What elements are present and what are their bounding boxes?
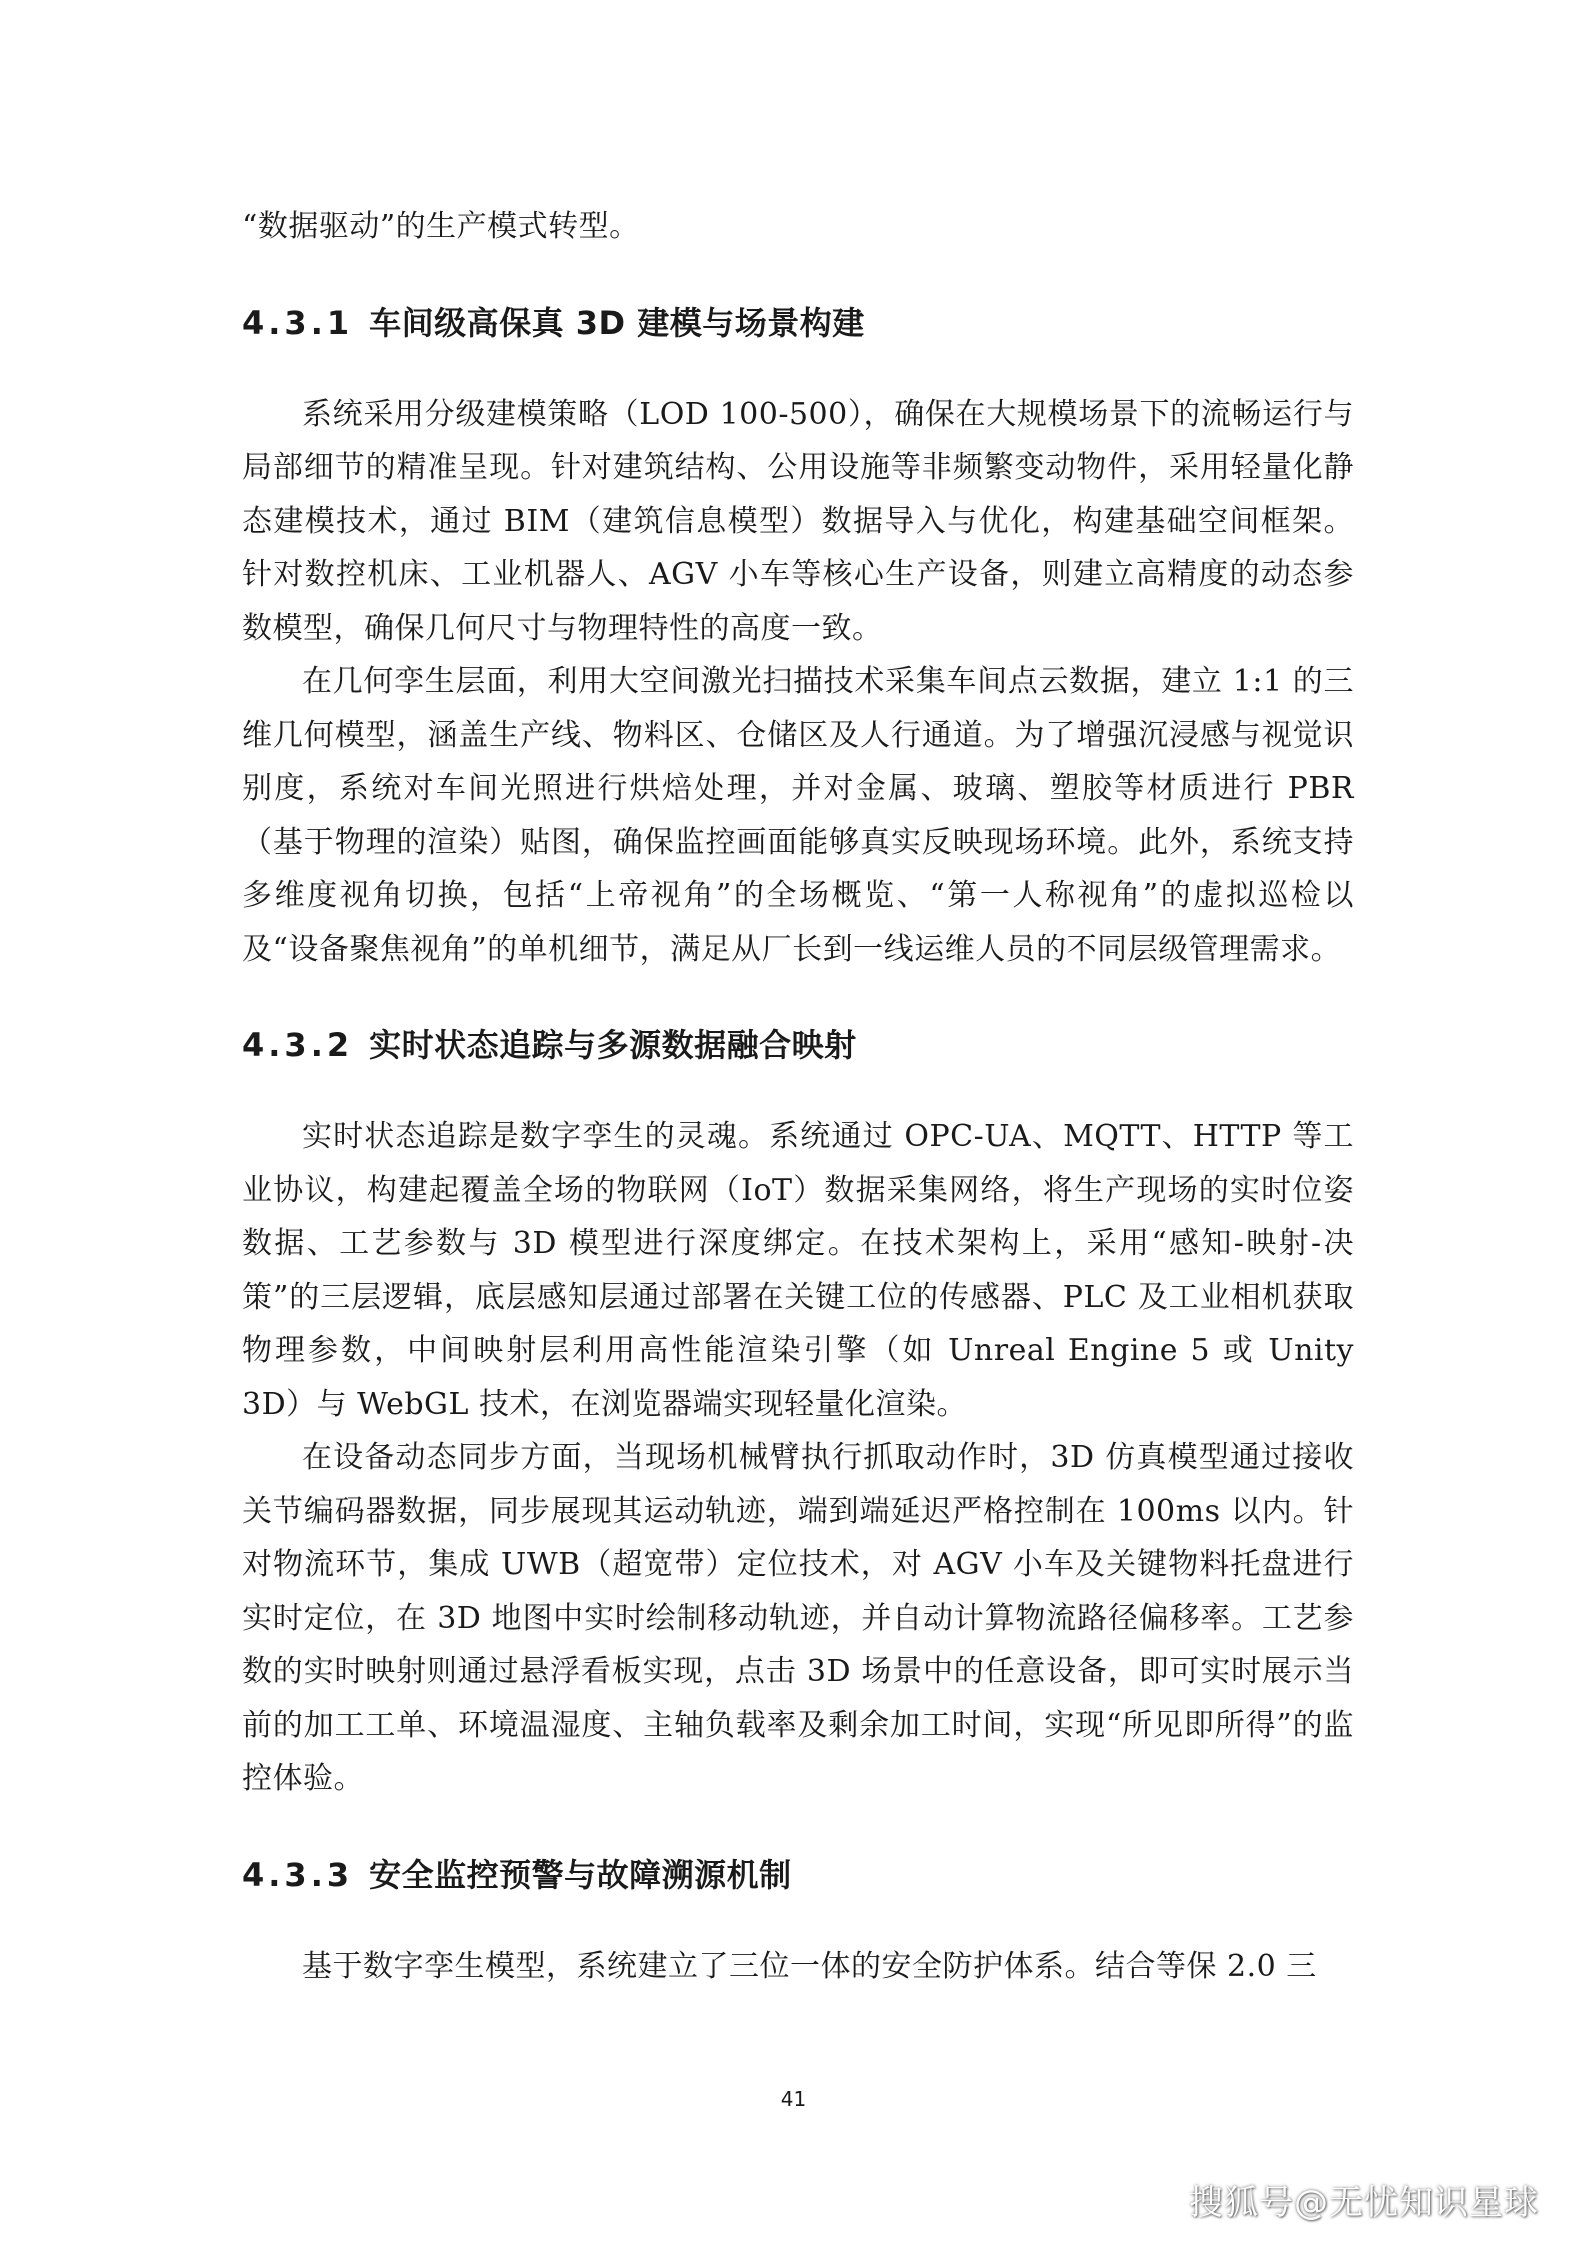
body-paragraph: 系统采用分级建模策略（LOD 100-500），确保在大规模场景下的流畅运行与局部细节的精准呈现。针对建筑结构、公用设施等非频繁变动物件，采用轻量化静态建模技术，通过 BIM（建筑信息模型）数据导入与优化，构建基础空间框架。针对数控机床、工业机器人、AGV 小车等核心生产设备，则建立高精度的动态参数模型，确保几何尺寸与物理特性的高度一致。 [242, 396, 1354, 646]
section-heading-4-3-1 [242, 298, 1354, 348]
section-title: 安全监控预警与故障溯源机制 [369, 1855, 792, 1894]
page-number: 41 [780, 2087, 807, 2111]
body-paragraph: 在设备动态同步方面，当现场机械臂执行抓取动作时，3D 仿真模型通过接收关节编码器数据，同步展现其运动轨迹，端到端延迟严格控制在 100ms 以内。针对物流环节，集成 UWB（超宽带）定位技术，对 AGV 小车及关键物料托盘进行实时定位，在 3D 地图中实时绘制移动轨迹，并自动计算物流路径偏移率。工艺参数的实时映射则通过悬浮看板实现，点击 3D 场景中的任意设备，即可实时展示当前的加工工单、环境温湿度、主轴负载率及剩余加工时间，实现“所见即所得”的监控体验。 [242, 1440, 1354, 1796]
section-number: 4.3.2 [242, 1026, 354, 1064]
watermark: 搜狐号@无忧知识星球 [1189, 2183, 1539, 2223]
page-content [242, 200, 1354, 1993]
body-paragraph: 在几何孪生层面，利用大空间激光扫描技术采集车间点云数据，建立 1:1 的三维几何模型，涵盖生产线、物料区、仓储区及人行通道。为了增强沉浸感与视觉识别度，系统对车间光照进行烘焙处理，并对金属、玻璃、塑胶等材质进行 PBR（基于物理的渲染）贴图，确保监控画面能够真实反映现场环境。此外，系统支持多维度视角切换，包括“上帝视角”的全场概览、“第一人称视角”的虚拟巡检以及“设备聚焦视角”的单机细节，满足从厂长到一线运维人员的不同层级管理需求。 [242, 664, 1354, 967]
section-number: 4.3.3 [242, 1855, 354, 1894]
section-heading-4-3-2 [242, 1020, 1354, 1070]
section-title: 实时状态追踪与多源数据融合映射 [369, 1026, 857, 1064]
continuation-text: “数据驱动”的生产模式转型。 [242, 209, 640, 244]
section-number: 4.3.1 [242, 303, 354, 342]
body-paragraph: 实时状态追踪是数字孪生的灵魂。系统通过 OPC-UA、MQTT、HTTP 等工业协议，构建起覆盖全场的物联网（IoT）数据采集网络，将生产现场的实时位姿数据、工艺参数与 3D 模型进行深度绑定。在技术架构上，采用“感知-映射-决策”的三层逻辑，底层感知层通过部署在关键工位的传感器、PLC 及工业相机获取物理参数，中间映射层利用高性能渲染引擎（如 Unreal Engine 5 或 Unity 3D）与 WebGL 技术，在浏览器端实现轻量化渲染。 [242, 1119, 1354, 1422]
section-title: 车间级高保真 3D 建模与场景构建 [369, 303, 865, 342]
section-heading-4-3-3 [242, 1850, 1354, 1900]
body-paragraph: 基于数字孪生模型，系统建立了三位一体的安全防护体系。结合等保 2.0 三 [302, 1948, 1317, 1984]
